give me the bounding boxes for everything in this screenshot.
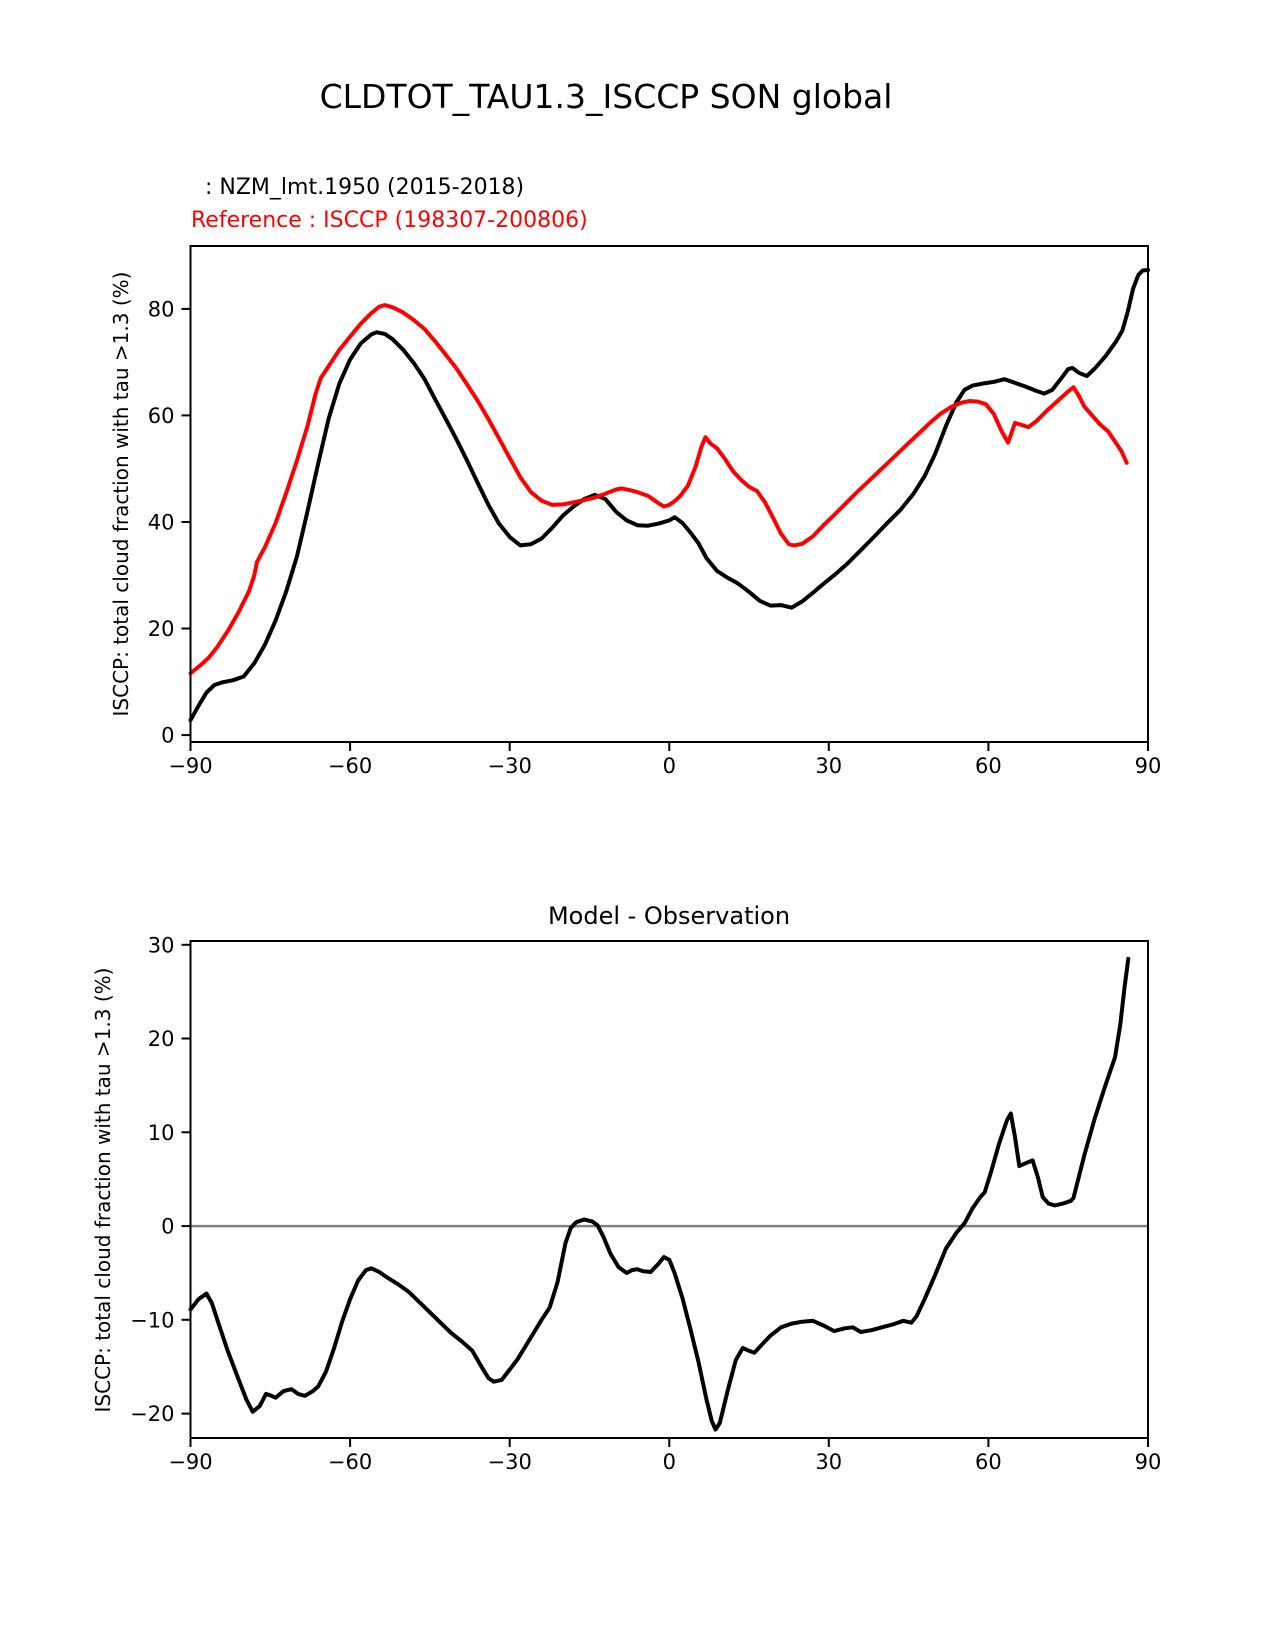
y-tick-label: 60 <box>147 403 175 428</box>
x-tick-label: 90 <box>1134 1450 1162 1474</box>
y-tick-label: 20 <box>147 617 175 641</box>
y-tick-label: 10 <box>147 1120 175 1145</box>
bottom-chart <box>130 933 1161 1474</box>
top-chart-ylabel: ISCCP: total cloud fraction with tau >1.3 (%) <box>109 271 133 717</box>
x-tick-label: −30 <box>487 754 532 778</box>
y-tick-label: −20 <box>130 1402 175 1427</box>
x-tick-label: 30 <box>815 1450 843 1474</box>
x-tick-label: 0 <box>662 1450 676 1474</box>
x-tick-label: 60 <box>975 754 1002 778</box>
y-tick-label: −10 <box>130 1308 175 1333</box>
bottom-chart-title: Model - Observation <box>547 902 791 930</box>
legend-model-label: : NZM_lmt.1950 (2015-2018) <box>205 175 525 200</box>
reference-curve <box>191 305 1127 673</box>
top-chart-frame <box>191 246 1149 742</box>
top-chart <box>148 246 1162 778</box>
x-tick-label: −30 <box>487 1450 532 1474</box>
x-tick-label: 30 <box>815 754 843 778</box>
y-tick-label: 20 <box>147 1027 175 1051</box>
difference-curve <box>191 959 1129 1430</box>
x-tick-label: 60 <box>975 1450 1002 1474</box>
y-tick-label: 0 <box>161 723 175 748</box>
figure-title: CLDTOT_TAU1.3_ISCCP SON global <box>319 77 893 116</box>
y-tick-label: 40 <box>147 510 175 535</box>
y-tick-label: 0 <box>161 1214 175 1239</box>
model-curve <box>191 270 1149 720</box>
x-tick-label: −90 <box>168 1450 213 1474</box>
bottom-chart-ylabel: ISCCP: total cloud fraction with tau >1.3 (%) <box>91 967 115 1413</box>
bottom-chart-frame <box>191 941 1149 1438</box>
y-tick-label: 30 <box>147 933 175 958</box>
legend-reference-label: Reference : ISCCP (198307-200806) <box>191 208 588 233</box>
x-tick-label: −90 <box>168 754 213 778</box>
x-tick-label: −60 <box>327 754 373 778</box>
y-tick-label: 80 <box>147 297 175 322</box>
x-tick-label: 90 <box>1134 754 1162 778</box>
x-tick-label: −60 <box>327 1450 373 1474</box>
x-tick-label: 0 <box>662 754 676 778</box>
